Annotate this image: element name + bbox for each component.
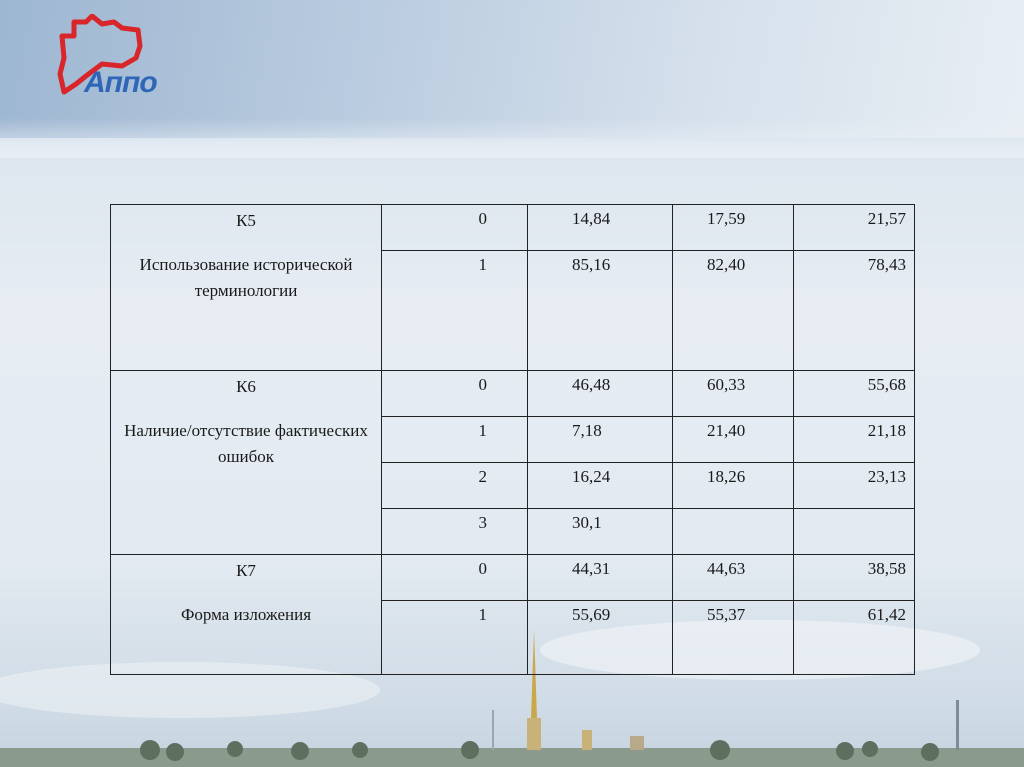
criterion-cell-k6	[111, 371, 382, 555]
table-row	[111, 205, 915, 251]
criterion-description: Использование исторической терминологии	[139, 255, 353, 300]
value-cell	[794, 509, 915, 555]
value-cell: 21,18	[794, 417, 915, 463]
level-cell: 2	[382, 463, 528, 509]
level-cell: 0	[382, 205, 528, 251]
level-cell: 3	[382, 509, 528, 555]
statistics-table	[110, 204, 915, 675]
level-cell: 0	[382, 371, 528, 417]
criterion-code: К7	[236, 561, 256, 580]
value-cell: 30,1	[528, 509, 673, 555]
criterion-description: Форма изложения	[180, 605, 312, 624]
value-cell: 82,40	[673, 251, 794, 371]
value-cell: 14,84	[528, 205, 673, 251]
value-cell: 61,42	[794, 601, 915, 675]
value-cell	[673, 509, 794, 555]
level-cell: 1	[382, 601, 528, 675]
value-cell: 18,26	[673, 463, 794, 509]
value-cell: 55,37	[673, 601, 794, 675]
value-cell: 21,40	[673, 417, 794, 463]
level-cell: 1	[382, 417, 528, 463]
value-cell: 44,63	[673, 555, 794, 601]
value-cell: 78,43	[794, 251, 915, 371]
value-cell: 7,18	[528, 417, 673, 463]
banner-fade	[0, 118, 1024, 158]
criterion-cell-k7	[111, 555, 382, 675]
value-cell: 60,33	[673, 371, 794, 417]
value-cell: 38,58	[794, 555, 915, 601]
value-cell: 23,13	[794, 463, 915, 509]
value-cell: 55,68	[794, 371, 915, 417]
criterion-code: К6	[236, 377, 256, 396]
value-cell: 17,59	[673, 205, 794, 251]
criterion-description: Наличие/отсутствие фактических ошибок	[124, 421, 368, 466]
value-cell: 85,16	[528, 251, 673, 371]
value-cell: 21,57	[794, 205, 915, 251]
criterion-code: К5	[236, 211, 256, 230]
criterion-cell-k5	[111, 205, 382, 371]
value-cell: 55,69	[528, 601, 673, 675]
value-cell: 16,24	[528, 463, 673, 509]
logo-text: Аппо	[84, 66, 157, 99]
level-cell: 0	[382, 555, 528, 601]
table-row	[111, 371, 915, 417]
table-row	[111, 555, 915, 601]
value-cell: 46,48	[528, 371, 673, 417]
level-cell: 1	[382, 251, 528, 371]
value-cell: 44,31	[528, 555, 673, 601]
